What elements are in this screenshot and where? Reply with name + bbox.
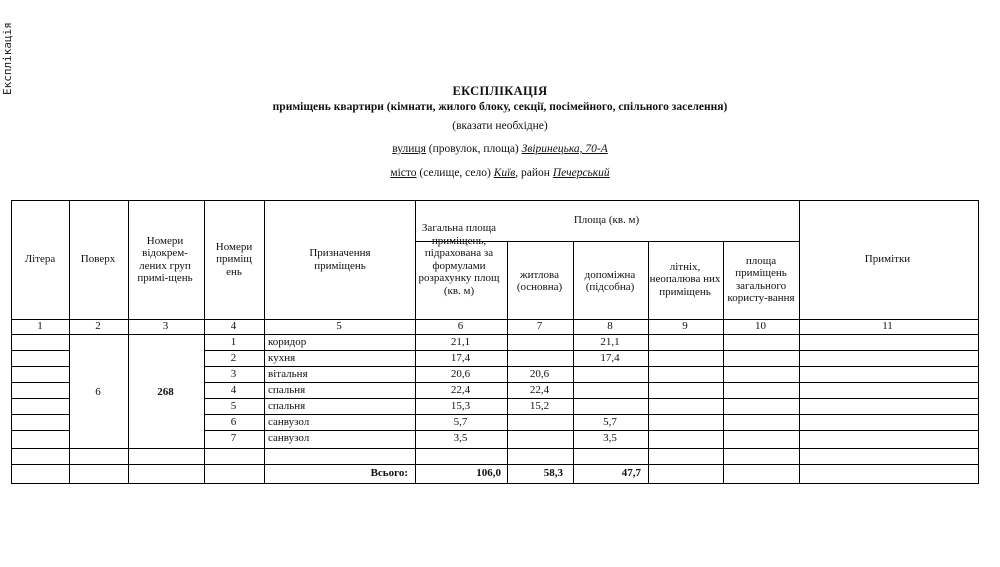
room-total-area: 5,7 xyxy=(453,416,468,428)
table-line xyxy=(12,366,69,367)
district-value: Печерський xyxy=(552,167,610,179)
room-living-area: 15,2 xyxy=(529,400,550,412)
header-auxiliary: допоміжна (підсобна) xyxy=(584,268,636,293)
room-auxiliary-area xyxy=(573,382,647,398)
room-number: 4 xyxy=(230,384,237,396)
header-purpose: Призначення приміщень xyxy=(309,247,371,272)
header-living: житлова (основна) xyxy=(516,268,563,293)
document-subtitle: приміщень квартири (кімнати, жилого блоку, секції, посімейного, спільного заселення) xyxy=(272,101,728,113)
city-label: місто xyxy=(390,167,417,179)
room-number: 5 xyxy=(230,400,237,412)
room-total-area: 20,6 xyxy=(450,368,471,380)
room-living-area xyxy=(507,430,572,446)
table-line xyxy=(12,448,978,449)
table-line xyxy=(264,201,265,483)
totals-total: 106,0 xyxy=(476,467,501,479)
document-note: (вказати необхідне) xyxy=(452,120,548,132)
room-purpose: санвузол xyxy=(268,416,310,428)
floor-value: 6 xyxy=(95,386,101,398)
room-auxiliary-area: 17,4 xyxy=(600,352,620,364)
table-line xyxy=(12,430,69,431)
header-area: Площа (кв. м) xyxy=(573,214,640,227)
header-poverkh: Поверх xyxy=(80,253,116,266)
street-line xyxy=(0,143,1000,155)
header-notes: Примітки xyxy=(864,253,911,266)
table-line xyxy=(12,382,69,383)
column-number: 7 xyxy=(536,320,543,332)
column-number: 1 xyxy=(37,320,43,332)
totals-auxiliary: 47,7 xyxy=(621,467,641,479)
room-total-area: 21,1 xyxy=(450,336,471,348)
room-total-area: 17,4 xyxy=(450,352,471,364)
room-total-area: 15,3 xyxy=(450,400,471,412)
room-living-area xyxy=(507,334,572,350)
totals-living: 58,3 xyxy=(543,467,563,479)
column-number: 9 xyxy=(682,320,688,332)
column-number: 11 xyxy=(882,320,893,332)
column-number: 5 xyxy=(336,320,342,332)
room-living-area: 22,4 xyxy=(529,384,550,396)
column-number: 3 xyxy=(162,320,169,332)
table-line xyxy=(12,414,69,415)
table-line xyxy=(12,350,69,351)
room-number: 6 xyxy=(230,416,237,428)
header-summer: літніх, неопалюва них приміщень xyxy=(649,260,721,298)
room-number: 1 xyxy=(230,336,237,348)
column-number: 6 xyxy=(457,320,464,332)
room-purpose: кухня xyxy=(268,352,296,364)
table-line xyxy=(12,398,69,399)
room-auxiliary-area: 21,1 xyxy=(600,336,620,348)
room-number: 7 xyxy=(230,432,237,444)
room-total-area: 3,5 xyxy=(453,432,468,444)
column-number: 4 xyxy=(230,320,237,332)
street-label: вулиця xyxy=(392,143,426,155)
room-number: 3 xyxy=(230,368,237,380)
document-title: ЕКСПЛІКАЦІЯ xyxy=(452,84,548,98)
room-living-area xyxy=(507,414,572,430)
room-auxiliary-area: 5,7 xyxy=(603,416,617,428)
header-common: площа приміщень загального користу-вання xyxy=(727,254,795,304)
room-purpose: спальня xyxy=(268,400,306,412)
district-label: , район xyxy=(515,167,553,179)
group-value: 268 xyxy=(157,386,174,398)
column-number: 8 xyxy=(607,320,613,332)
city-line xyxy=(0,167,1000,179)
room-living-area: 20,6 xyxy=(529,368,550,380)
room-auxiliary-area xyxy=(573,366,647,382)
header-total-area: Загальна площа приміщень, підрахована за формулами розрахунку площ (кв. м) xyxy=(418,222,500,297)
room-purpose: санвузол xyxy=(268,432,310,444)
room-purpose: вітальня xyxy=(268,368,308,380)
column-number: 2 xyxy=(95,320,101,332)
room-number: 2 xyxy=(230,352,237,364)
street-value: Звіринецька, 70-А xyxy=(521,143,608,155)
header-room-numbers: Номери приміщ ень xyxy=(215,240,253,278)
room-auxiliary-area: 3,5 xyxy=(603,432,617,444)
column-number: 10 xyxy=(755,320,766,332)
room-auxiliary-area xyxy=(573,398,647,414)
room-living-area xyxy=(507,350,572,366)
header-litera: Літера xyxy=(24,253,56,266)
room-purpose: спальня xyxy=(268,384,306,396)
room-purpose: коридор xyxy=(268,336,307,348)
city-rest: (селище, село) xyxy=(416,167,494,179)
table-line xyxy=(128,201,129,483)
room-total-area: 22,4 xyxy=(450,384,471,396)
header-group-numbers: Номери відокрем-лених груп примі-щень xyxy=(137,234,193,284)
side-label: Експлікація xyxy=(1,22,14,95)
city-value: Київ xyxy=(493,167,516,179)
totals-label: Всього: xyxy=(370,467,408,479)
street-rest: (провулок, площа) xyxy=(425,143,522,155)
